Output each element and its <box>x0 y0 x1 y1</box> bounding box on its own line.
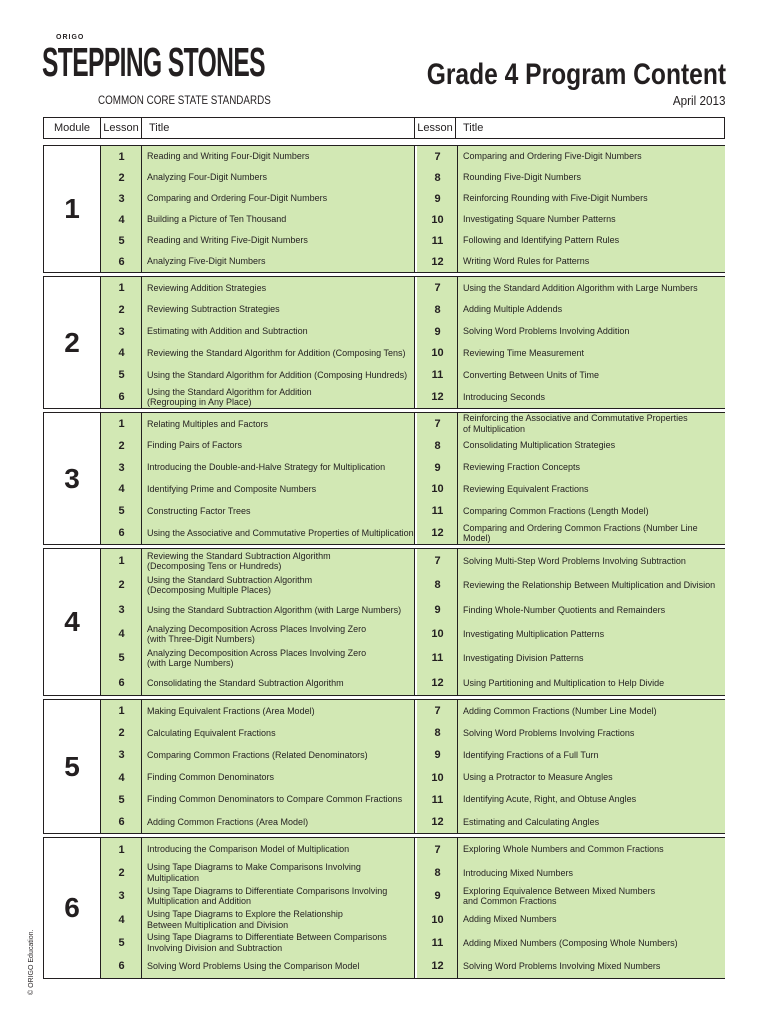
lesson-row <box>417 955 725 978</box>
lesson-number: 8 <box>434 579 441 592</box>
lesson-title: Introducing Seconds <box>463 391 546 402</box>
lesson-title: Finding Pairs of Factors <box>147 440 243 451</box>
page-title: Grade 4 Program Content <box>426 58 726 91</box>
lesson-number: 2 <box>118 727 125 740</box>
lesson-row <box>101 767 414 789</box>
lesson-title: Relating Multiples and Factors <box>147 418 269 429</box>
module-number: 4 <box>44 549 101 695</box>
lesson-title: Analyzing Decomposition Across Places Involving Zero (with Large Numbers) <box>147 647 367 669</box>
logo-subtitle: COMMON CORE STATE STANDARDS <box>98 93 271 107</box>
lesson-title: Using Partitioning and Multiplication to Help Divide <box>463 677 665 688</box>
lesson-title: Identifying Prime and Composite Numbers <box>147 484 317 495</box>
lesson-number: 5 <box>118 652 125 665</box>
lesson-column-left <box>101 277 415 408</box>
lesson-title: Adding Common Fractions (Area Model) <box>147 816 309 827</box>
lesson-title: Reinforcing the Associative and Commutative Properties of Multiplication <box>463 413 688 434</box>
lesson-row <box>417 908 725 931</box>
lesson-row <box>101 700 414 722</box>
lesson-title: Comparing Common Fractions (Related Denominators) <box>147 750 368 761</box>
lesson-row <box>417 413 725 435</box>
lesson-row <box>101 722 414 744</box>
lesson-number: 6 <box>118 676 125 689</box>
header-lesson-2: Lesson <box>415 118 456 138</box>
lesson-row <box>417 386 725 408</box>
lesson-row <box>417 722 725 744</box>
lesson-title: Using the Associative and Commutative Properties of Multiplication <box>147 527 414 538</box>
logo-text: STEPPING STONES <box>42 39 265 85</box>
lesson-title: Writing Word Rules for Patterns <box>463 256 590 267</box>
lesson-title: Comparing Common Fractions (Length Model) <box>463 505 649 516</box>
lesson-title: Converting Between Units of Time <box>463 369 600 380</box>
lesson-number: 11 <box>431 505 444 518</box>
lesson-row <box>417 838 725 861</box>
lesson-row <box>101 522 414 544</box>
lesson-row <box>101 646 414 670</box>
header-title: Title <box>142 118 415 138</box>
lesson-row <box>417 251 725 272</box>
lesson-number: 7 <box>434 281 441 294</box>
lesson-number: 1 <box>118 555 125 568</box>
lesson-number: 6 <box>118 527 125 540</box>
lesson-title: Reviewing the Relationship Between Multiplication and Division <box>463 580 716 591</box>
lesson-number: 2 <box>118 171 125 184</box>
lesson-number: 7 <box>434 150 441 163</box>
lesson-row <box>417 522 725 544</box>
lesson-number: 3 <box>118 890 125 903</box>
lesson-row <box>417 646 725 670</box>
lesson-number: 4 <box>118 913 125 926</box>
lesson-row <box>417 500 725 522</box>
lesson-number: 8 <box>434 303 441 316</box>
lesson-row <box>417 744 725 766</box>
lesson-number: 9 <box>434 749 441 762</box>
lesson-row <box>417 230 725 251</box>
lesson-title: Using a Protractor to Measure Angles <box>463 772 613 783</box>
lesson-title: Estimating with Addition and Subtraction <box>147 326 308 337</box>
lesson-number: 6 <box>118 815 125 828</box>
lesson-row <box>101 598 414 622</box>
lesson-title: Reviewing Time Measurement <box>463 348 585 359</box>
lesson-row <box>101 955 414 978</box>
lesson-title: Using Tape Diagrams to Differentiate Between Comparisons Involving Division and Subtraction <box>147 932 387 953</box>
lesson-title: Introducing the Comparison Model of Multiplication <box>147 844 350 855</box>
lesson-column-left <box>101 549 415 695</box>
lesson-row <box>417 188 725 209</box>
lesson-row <box>417 700 725 722</box>
lesson-number: 11 <box>431 936 444 949</box>
lesson-row <box>101 457 414 479</box>
lesson-number: 5 <box>118 369 125 382</box>
lesson-row <box>101 861 414 884</box>
lesson-number: 4 <box>118 771 125 784</box>
lesson-title: Finding Common Denominators <box>147 772 275 783</box>
lesson-title: Using the Standard Algorithm for Addition (Composing Hundreds) <box>147 369 408 380</box>
lesson-number: 5 <box>118 505 125 518</box>
lesson-number: 7 <box>434 555 441 568</box>
lesson-number: 5 <box>118 936 125 949</box>
lesson-title: Reading and Writing Four-Digit Numbers <box>147 151 310 162</box>
lesson-number: 10 <box>431 771 444 784</box>
lesson-row <box>417 789 725 811</box>
lesson-row <box>417 598 725 622</box>
module-number: 6 <box>44 838 101 978</box>
lesson-number: 1 <box>118 705 125 718</box>
lesson-number: 12 <box>431 815 444 828</box>
lesson-title: Analyzing Decomposition Across Places Involving Zero (with Three-Digit Numbers) <box>147 623 367 645</box>
lesson-number: 7 <box>434 843 441 856</box>
lesson-title: Using the Standard Algorithm for Addition (Regrouping in Any Place) <box>147 386 312 408</box>
lesson-row <box>101 671 414 695</box>
lesson-number: 3 <box>118 603 125 616</box>
lesson-row <box>417 299 725 321</box>
lesson-title: Reading and Writing Five-Digit Numbers <box>147 235 308 246</box>
lesson-row <box>417 479 725 501</box>
lesson-number: 3 <box>118 192 125 205</box>
lesson-number: 10 <box>431 347 444 360</box>
lesson-row <box>101 479 414 501</box>
lesson-column-right <box>417 700 725 833</box>
lesson-number: 12 <box>431 391 444 404</box>
lesson-number: 8 <box>434 866 441 879</box>
lesson-title: Identifying Fractions of a Full Turn <box>463 750 599 761</box>
lesson-row <box>101 321 414 343</box>
lesson-number: 11 <box>431 234 444 247</box>
lesson-row <box>101 209 414 230</box>
module-number: 1 <box>44 146 101 272</box>
lesson-column-right <box>417 838 725 978</box>
lesson-row <box>101 230 414 251</box>
lesson-row <box>417 861 725 884</box>
lesson-title: Calculating Equivalent Fractions <box>147 727 276 738</box>
lesson-number: 11 <box>431 652 444 665</box>
lesson-row <box>101 549 414 573</box>
lesson-row <box>417 209 725 230</box>
lesson-title: Finding Common Denominators to Compare Common Fractions <box>147 794 403 805</box>
lesson-number: 3 <box>118 461 125 474</box>
lesson-row <box>417 622 725 646</box>
lesson-row <box>101 188 414 209</box>
lesson-number: 1 <box>118 150 125 163</box>
lesson-number: 7 <box>434 705 441 718</box>
lesson-row <box>101 251 414 272</box>
lesson-title: Analyzing Five-Digit Numbers <box>147 256 266 267</box>
lesson-row <box>417 931 725 954</box>
lesson-number: 11 <box>431 793 444 806</box>
lesson-title: Constructing Factor Trees <box>147 505 251 516</box>
lesson-title: Solving Word Problems Involving Fractions <box>463 727 635 738</box>
lesson-title: Reviewing the Standard Algorithm for Addition (Composing Tens) <box>147 348 406 359</box>
module-number: 3 <box>44 413 101 544</box>
lesson-row <box>101 343 414 365</box>
lesson-row <box>101 364 414 386</box>
lesson-row <box>101 622 414 646</box>
lesson-number: 9 <box>434 603 441 616</box>
lesson-title: Building a Picture of Ten Thousand <box>147 214 287 225</box>
lesson-row <box>417 435 725 457</box>
lesson-number: 11 <box>431 369 444 382</box>
lesson-number: 5 <box>118 234 125 247</box>
lesson-title: Analyzing Four-Digit Numbers <box>147 172 268 183</box>
lesson-row <box>101 146 414 167</box>
table-header <box>43 117 725 139</box>
lesson-title: Using Tape Diagrams to Differentiate Comparisons Involving Multiplication and Addition <box>147 885 388 907</box>
lesson-row <box>101 789 414 811</box>
lesson-row <box>417 457 725 479</box>
lesson-number: 4 <box>118 483 125 496</box>
lesson-number: 1 <box>118 281 125 294</box>
lesson-title: Solving Multi-Step Word Problems Involving Subtraction <box>463 555 686 566</box>
lesson-row <box>417 167 725 188</box>
lesson-title: Using the Standard Addition Algorithm with Large Numbers <box>463 282 698 293</box>
lesson-title: Comparing and Ordering Four-Digit Numbers <box>147 193 328 204</box>
lesson-row <box>101 838 414 861</box>
lesson-title: Using Tape Diagrams to Make Comparisons Involving Multiplication <box>147 862 361 883</box>
lesson-number: 10 <box>431 628 444 641</box>
lesson-number: 8 <box>434 171 441 184</box>
lesson-row <box>101 931 414 954</box>
lesson-number: 5 <box>118 793 125 806</box>
lesson-row <box>417 321 725 343</box>
lesson-number: 9 <box>434 890 441 903</box>
lesson-number: 6 <box>118 391 125 404</box>
lesson-row <box>101 386 414 408</box>
lesson-title: Reviewing Equivalent Fractions <box>463 484 589 495</box>
lesson-number: 12 <box>431 960 444 973</box>
lesson-row <box>101 573 414 597</box>
lesson-column-left <box>101 838 415 978</box>
lesson-title: Solving Word Problems Involving Mixed Numbers <box>463 961 661 972</box>
lesson-title: Consolidating the Standard Subtraction Algorithm <box>147 677 344 688</box>
lesson-title: Comparing and Ordering Five-Digit Numbers <box>463 151 642 162</box>
module-number: 5 <box>44 700 101 833</box>
module-block <box>43 276 725 409</box>
lesson-title: Introducing the Double-and-Halve Strategy for Multiplication <box>147 462 386 473</box>
lesson-title: Reviewing Addition Strategies <box>147 282 267 293</box>
lesson-title: Solving Word Problems Involving Addition <box>463 326 630 337</box>
lesson-number: 2 <box>118 303 125 316</box>
lesson-number: 7 <box>434 417 441 430</box>
lesson-row <box>417 277 725 299</box>
lesson-title: Introducing Mixed Numbers <box>463 867 574 878</box>
header-title-2: Title <box>463 122 484 134</box>
module-block <box>43 145 725 273</box>
lesson-row <box>101 167 414 188</box>
lesson-column-left <box>101 146 415 272</box>
lesson-column-right <box>417 146 725 272</box>
header-lesson: Lesson <box>101 118 142 138</box>
lesson-number: 4 <box>118 628 125 641</box>
lesson-title: Investigating Division Patterns <box>463 653 584 664</box>
lesson-title: Investigating Square Number Patterns <box>463 214 616 225</box>
lesson-row <box>101 500 414 522</box>
publisher-name: ORIGO <box>56 34 85 41</box>
lesson-title: Reviewing Subtraction Strategies <box>147 304 280 315</box>
lesson-column-right <box>417 549 725 695</box>
header-module: Module <box>44 118 101 138</box>
lesson-title: Adding Mixed Numbers <box>463 914 557 925</box>
lesson-row <box>417 573 725 597</box>
copyright-notice: © ORIGO Education. <box>28 929 35 995</box>
lesson-number: 12 <box>431 255 444 268</box>
lesson-row <box>417 671 725 695</box>
lesson-row <box>101 413 414 435</box>
lesson-title: Comparing and Ordering Common Fractions (Number Line Model) <box>463 522 698 544</box>
lesson-title: Solving Word Problems Using the Comparison Model <box>147 961 360 972</box>
lesson-title: Adding Mixed Numbers (Composing Whole Numbers) <box>463 937 678 948</box>
lesson-number: 3 <box>118 325 125 338</box>
lesson-title: Reviewing Fraction Concepts <box>463 462 581 473</box>
module-block <box>43 412 725 545</box>
lesson-column-left <box>101 700 415 833</box>
lesson-row <box>417 549 725 573</box>
lesson-number: 6 <box>118 255 125 268</box>
lesson-number: 4 <box>118 213 125 226</box>
lesson-number: 1 <box>118 843 125 856</box>
module-block <box>43 548 725 696</box>
lesson-title: Adding Multiple Addends <box>463 304 563 315</box>
lesson-title: Using the Standard Subtraction Algorithm (with Large Numbers) <box>147 604 402 615</box>
lesson-title: Rounding Five-Digit Numbers <box>463 172 582 183</box>
lesson-number: 10 <box>431 483 444 496</box>
lesson-column-left <box>101 413 415 544</box>
lesson-title: Making Equivalent Fractions (Area Model) <box>147 705 315 716</box>
lesson-number: 2 <box>118 579 125 592</box>
lesson-row <box>101 908 414 931</box>
lesson-row <box>101 277 414 299</box>
lesson-number: 8 <box>434 727 441 740</box>
lesson-row <box>417 146 725 167</box>
lesson-title: Reviewing the Standard Subtraction Algorithm (Decomposing Tens or Hundreds) <box>147 550 331 572</box>
lesson-column-right <box>417 413 725 544</box>
lesson-title: Finding Whole-Number Quotients and Remainders <box>463 604 666 615</box>
lesson-number: 6 <box>118 960 125 973</box>
lesson-number: 2 <box>118 866 125 879</box>
lesson-column-right <box>417 277 725 408</box>
module-block <box>43 699 725 834</box>
lesson-row <box>101 811 414 833</box>
lesson-number: 3 <box>118 749 125 762</box>
lesson-number: 8 <box>434 439 441 452</box>
lesson-number: 9 <box>434 461 441 474</box>
lesson-number: 9 <box>434 192 441 205</box>
lesson-row <box>417 811 725 833</box>
lesson-row <box>417 885 725 908</box>
lesson-row <box>101 744 414 766</box>
lesson-row <box>417 343 725 365</box>
lesson-title: Exploring Whole Numbers and Common Fractions <box>463 844 664 855</box>
lesson-number: 4 <box>118 347 125 360</box>
lesson-title: Identifying Acute, Right, and Obtuse Angles <box>463 794 637 805</box>
lesson-title: Using Tape Diagrams to Explore the Relationship Between Multiplication and Division <box>147 909 343 930</box>
lesson-title: Exploring Equivalence Between Mixed Numbers and Common Fractions <box>463 885 656 907</box>
lesson-number: 10 <box>431 213 444 226</box>
module-block <box>43 837 725 979</box>
lesson-title: Investigating Multiplication Patterns <box>463 628 605 639</box>
lesson-row <box>101 885 414 908</box>
lesson-row <box>101 299 414 321</box>
lesson-title: Estimating and Calculating Angles <box>463 816 600 827</box>
page-date: April 2013 <box>673 93 726 108</box>
module-number: 2 <box>44 277 101 408</box>
lesson-number: 2 <box>118 439 125 452</box>
lesson-number: 12 <box>431 527 444 540</box>
lesson-row <box>101 435 414 457</box>
lesson-title: Consolidating Multiplication Strategies <box>463 440 616 451</box>
lesson-number: 9 <box>434 325 441 338</box>
lesson-number: 12 <box>431 676 444 689</box>
lesson-row <box>417 767 725 789</box>
lesson-title: Using the Standard Subtraction Algorithm (Decomposing Multiple Places) <box>147 574 313 596</box>
lesson-title: Adding Common Fractions (Number Line Model) <box>463 705 657 716</box>
lesson-title: Reinforcing Rounding with Five-Digit Numbers <box>463 193 648 204</box>
lesson-title: Following and Identifying Pattern Rules <box>463 235 620 246</box>
lesson-number: 10 <box>431 913 444 926</box>
lesson-row <box>417 364 725 386</box>
lesson-number: 1 <box>118 417 125 430</box>
